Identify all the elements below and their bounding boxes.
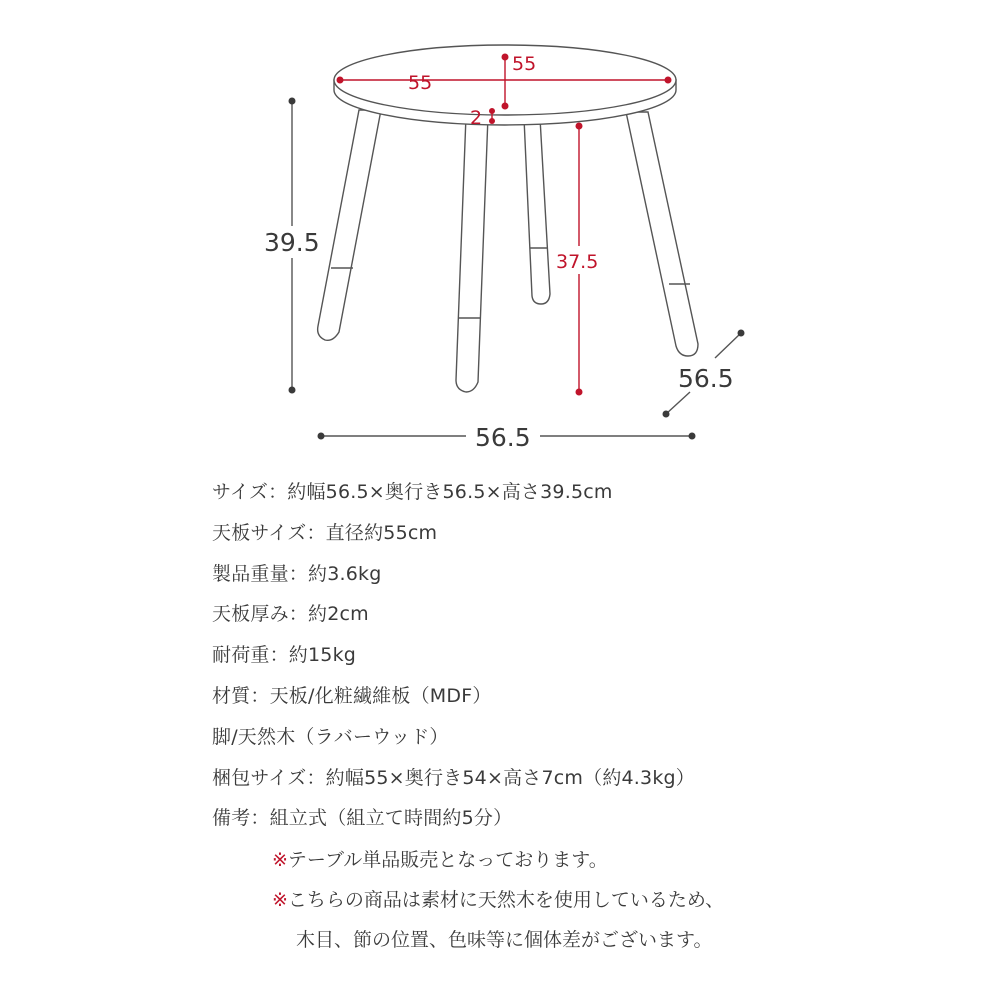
spec-material-legs: 脚/天然木（ラバーウッド） xyxy=(212,725,449,748)
width-dimension xyxy=(318,423,696,452)
spec-load-capacity: 耐荷重：約15kg xyxy=(212,644,357,667)
spec-list xyxy=(212,472,695,839)
depth-label: 56.5 xyxy=(678,364,734,393)
spec-tabletop-thickness: 天板厚み：約2cm xyxy=(212,603,369,626)
leg-front-center xyxy=(456,116,488,392)
leg-height-label: 37.5 xyxy=(556,251,599,273)
leg-height-dimension xyxy=(552,123,606,396)
spec-tabletop-size: 天板サイズ：直径約55cm xyxy=(212,521,438,544)
leg-front-left xyxy=(318,110,381,340)
spec-package-size: 梱包サイズ：約幅55×奥行き54×高さ7cm（約4.3kg） xyxy=(212,766,695,789)
tabletop-diameter-label: 55 xyxy=(408,72,433,94)
note-item xyxy=(272,880,724,920)
note-list xyxy=(272,840,724,960)
leg-right xyxy=(626,112,698,356)
note-text: テーブル単品販売となっております。 xyxy=(287,849,608,871)
note-mark: ※ xyxy=(272,849,288,871)
leg-back-center xyxy=(524,118,550,304)
width-label: 56.5 xyxy=(475,423,531,452)
table-dimension-diagram xyxy=(0,0,1000,470)
tabletop-depth-label: 55 xyxy=(512,53,537,75)
total-height-label: 39.5 xyxy=(264,228,320,257)
note-mark: ※ xyxy=(272,889,288,911)
spec-material-top: 材質：天板/化粧繊維板（MDF） xyxy=(212,684,492,707)
note-item xyxy=(272,840,724,880)
spec-size: サイズ：約幅56.5×奥行き56.5×高さ39.5cm xyxy=(212,481,613,503)
note-item xyxy=(272,920,724,960)
tabletop-thickness-label: 2 xyxy=(470,107,483,129)
total-height-dimension xyxy=(260,98,322,394)
spec-remarks: 備考：組立式（組立て時間約5分） xyxy=(212,807,513,830)
note-text: こちらの商品は素材に天然木を使用しているため、 xyxy=(287,889,725,911)
note-text: 木目、節の位置、色味等に個体差がございます。 xyxy=(296,929,713,951)
table-legs xyxy=(318,110,698,392)
spec-weight: 製品重量：約3.6kg xyxy=(212,562,382,585)
